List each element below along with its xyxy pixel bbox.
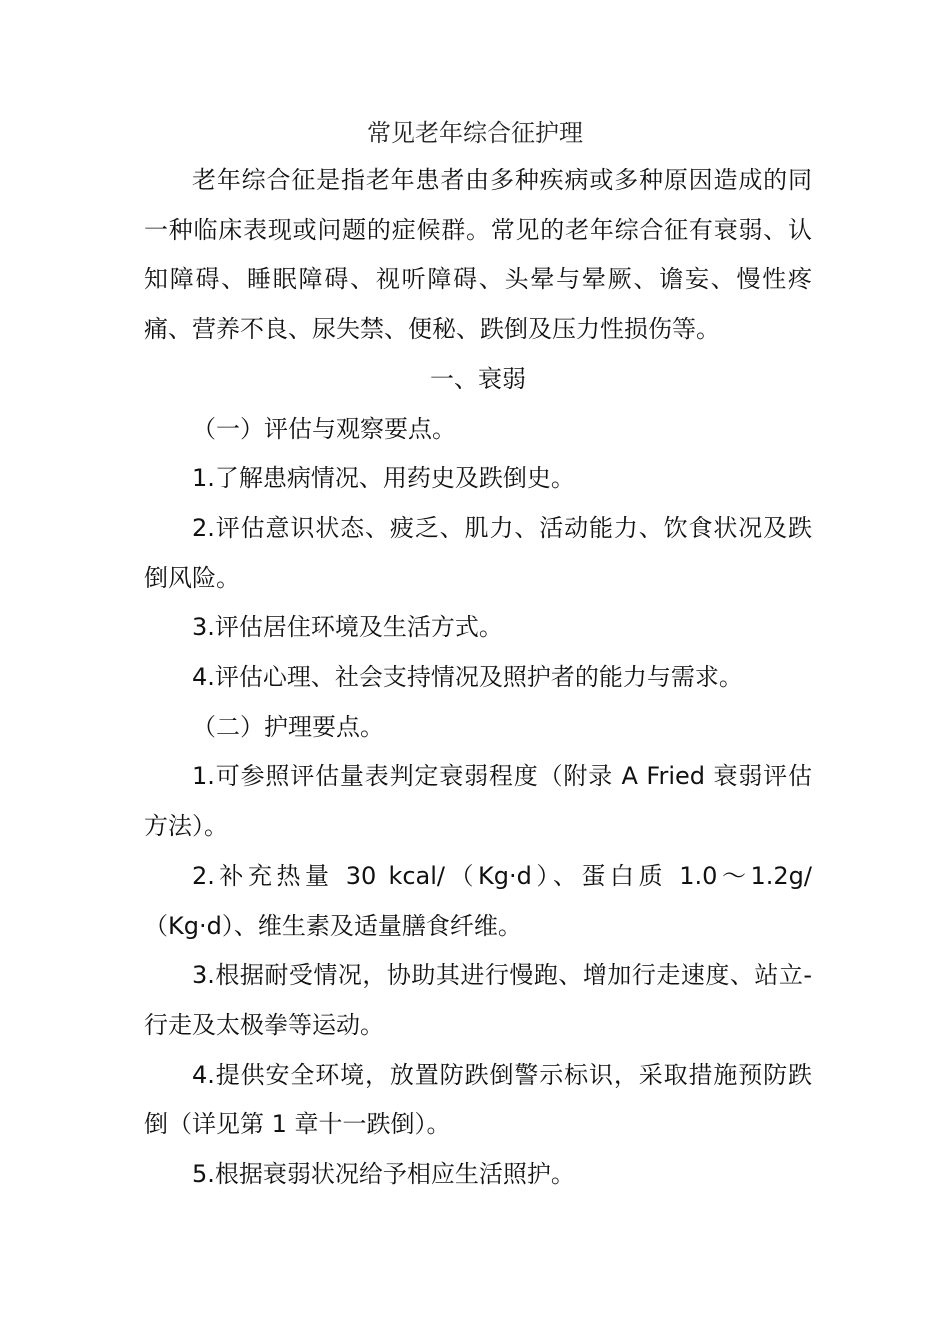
document-body <box>144 156 812 1200</box>
list-item: 3.评估居住环境及生活方式。 <box>192 613 503 642</box>
subsection-heading: （二）护理要点。 <box>192 712 384 741</box>
list-item: 1.了解患病情况、用药史及跌倒史。 <box>192 464 575 493</box>
section-heading: 一、衰弱 <box>430 364 526 393</box>
list-item: 4.评估心理、社会支持情况及照护者的能力与需求。 <box>192 663 743 692</box>
list-item: 5.根据衰弱状况给予相应生活照护。 <box>192 1160 575 1189</box>
list-item: 4.提供安全环境，放置防跌倒警示标识，采取措施预防跌倒（详见第 1 章十一跌倒）。 <box>144 1060 812 1139</box>
list-item: 3.根据耐受情况，协助其进行慢跑、增加行走速度、站立-行走及太极拳等运动。 <box>144 961 812 1039</box>
subsection-heading: （一）评估与观察要点。 <box>192 414 456 443</box>
intro-paragraph: 老年综合征是指老年患者由多种疾病或多种原因造成的同一种临床表现或问题的症候群。常见的老年综合征有衰弱、认知障碍、睡眠障碍、视听障碍、头晕与晕厥、谵妄、慢性疼痛、营养不良、尿失禁、便秘、跌倒及压力性损伤等。 <box>144 166 812 344</box>
list-item: 2.评估意识状态、疲乏、肌力、活动能力、饮食状况及跌倒风险。 <box>144 513 812 592</box>
list-item: 1.可参照评估量表判定衰弱程度（附录 A Fried 衰弱评估方法）。 <box>144 762 812 841</box>
document-title: 常见老年综合征护理 <box>367 119 583 147</box>
list-item: 2.补充热量 30 kcal/（Kg·d）、蛋白质 1.0～1.2g/（Kg·d）、维生素及适量膳食纤维。 <box>144 861 812 940</box>
